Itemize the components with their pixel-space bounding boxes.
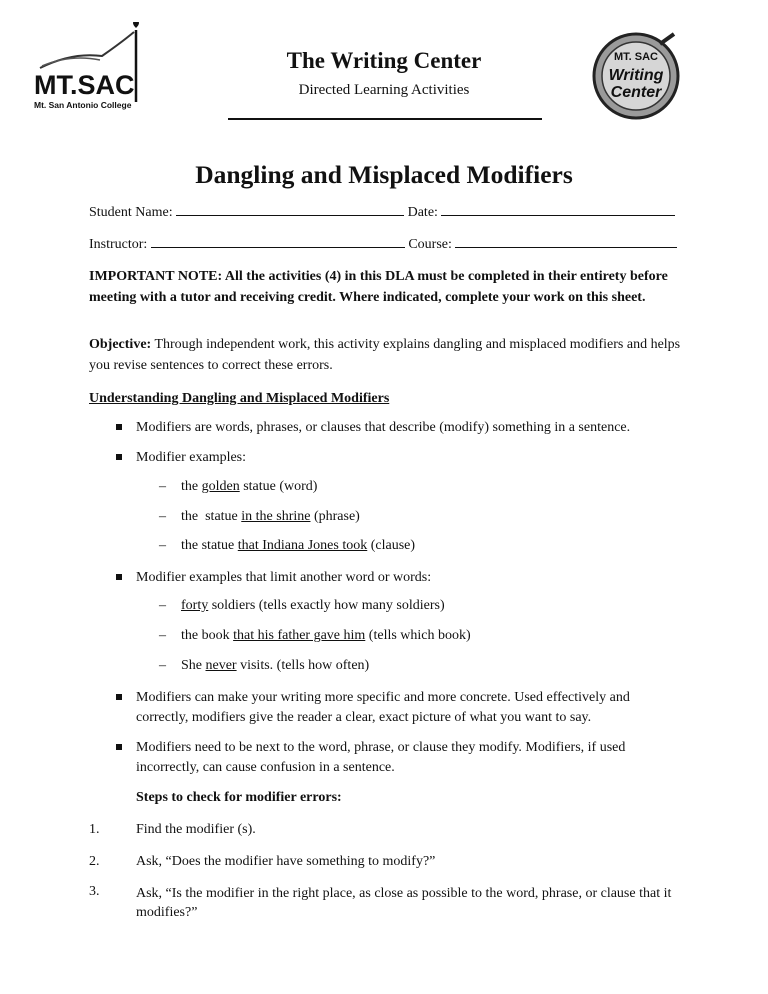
badge-top-text: MT. SAC bbox=[614, 51, 658, 63]
course-blank[interactable] bbox=[455, 234, 677, 248]
dash-icon: – bbox=[159, 538, 166, 553]
logo-left-text: MT.SAC bbox=[34, 70, 135, 100]
bullet-square-icon bbox=[116, 424, 122, 430]
example-item bbox=[159, 509, 360, 525]
example-pre: the statue bbox=[181, 538, 238, 553]
steps-heading: Steps to check for modifier errors: bbox=[136, 790, 342, 805]
important-note: IMPORTANT NOTE: All the activities (4) in this DLA must be completed in their entirety before meeting with a tutor and receiving credit. Where indicated, complete your work on this sheet. bbox=[89, 269, 668, 305]
logo-left-subtext: Mt. San Antonio College bbox=[34, 100, 132, 110]
example-modifier: in the shrine bbox=[241, 509, 311, 524]
bullet-square-icon bbox=[116, 454, 122, 460]
bullet-text: Modifiers need to be next to the word, phrase, or clause they modify. Modifiers, if used incorrectly, can cause confusion in a sentence. bbox=[136, 740, 626, 775]
dash-icon: – bbox=[159, 598, 166, 613]
example-item bbox=[159, 479, 318, 495]
header-title: The Writing Center bbox=[286, 48, 482, 73]
example-modifier: golden bbox=[201, 479, 240, 494]
instructor-label: Instructor: bbox=[89, 237, 148, 252]
example-pre: She bbox=[181, 658, 206, 673]
step-number: 3. bbox=[89, 884, 100, 899]
date-label: Date: bbox=[407, 205, 438, 220]
example-pre: the bbox=[181, 479, 202, 494]
bullet-item bbox=[136, 418, 696, 438]
section-heading: Understanding Dangling and Misplaced Modifiers bbox=[89, 391, 390, 406]
example-modifier: never bbox=[205, 658, 237, 673]
step-number: 2. bbox=[89, 854, 100, 869]
bullet-text: Modifier examples: bbox=[136, 450, 247, 465]
objective-text: Through independent work, this activity explains dangling and misplaced modifiers and helps you revise sentences to correct these errors. bbox=[89, 337, 681, 373]
writing-center-badge-icon bbox=[590, 30, 682, 122]
bullet-item bbox=[136, 448, 696, 468]
bullet-text: Modifiers are words, phrases, or clauses that describe (modify) something in a sentence. bbox=[136, 420, 631, 435]
example-post: visits. (tells how often) bbox=[236, 658, 370, 673]
bullet-square-icon bbox=[116, 694, 122, 700]
example-modifier: that Indiana Jones took bbox=[237, 538, 368, 553]
writing-center-logo bbox=[590, 30, 682, 122]
badge-line1: Writing bbox=[608, 67, 664, 84]
objective-label: Objective: bbox=[89, 337, 152, 352]
bullet-item bbox=[136, 568, 696, 588]
header-subtitle: Directed Learning Activities bbox=[298, 82, 470, 98]
bullet-square-icon bbox=[116, 574, 122, 580]
date-blank[interactable] bbox=[441, 202, 675, 216]
limit-example-item bbox=[159, 628, 471, 644]
step-text: Ask, “Is the modifier in the right place, as close as possible to the word, phrase, or clause that it modifies?” bbox=[136, 886, 672, 920]
limit-example-item bbox=[159, 598, 445, 614]
bullet-text: Modifiers can make your writing more specific and more concrete. Used effectively and correctly, modifiers give the reader a clear, exact picture of what you want to say. bbox=[136, 690, 630, 725]
bullet-item bbox=[136, 738, 676, 778]
instructor-field[interactable] bbox=[89, 234, 677, 253]
example-modifier: forty bbox=[181, 598, 209, 613]
course-label: Course: bbox=[408, 237, 452, 252]
objective-paragraph bbox=[89, 334, 689, 376]
step-text: Find the modifier (s). bbox=[136, 822, 256, 837]
dash-icon: – bbox=[159, 628, 166, 643]
badge-line2: Center bbox=[610, 84, 662, 101]
example-post: (clause) bbox=[367, 538, 416, 553]
student-name-blank[interactable] bbox=[176, 202, 404, 216]
limit-example-item bbox=[159, 658, 370, 674]
example-post: (tells which book) bbox=[365, 628, 471, 643]
dash-icon: – bbox=[159, 658, 166, 673]
dash-icon: – bbox=[159, 509, 166, 524]
step-number: 1. bbox=[89, 822, 100, 837]
example-modifier: that his father gave him bbox=[233, 628, 366, 643]
student-name-field[interactable] bbox=[89, 202, 675, 221]
example-pre: the book bbox=[181, 628, 234, 643]
bullet-square-icon bbox=[116, 744, 122, 750]
instructor-blank[interactable] bbox=[151, 234, 405, 248]
example-item bbox=[159, 538, 416, 554]
example-post: soldiers (tells exactly how many soldiers) bbox=[208, 598, 445, 613]
example-pre: the statue bbox=[181, 509, 242, 524]
example-post: (phrase) bbox=[310, 509, 360, 524]
bullet-item bbox=[136, 688, 676, 728]
example-post: statue (word) bbox=[239, 479, 318, 494]
dash-icon: – bbox=[159, 479, 166, 494]
student-name-label: Student Name: bbox=[89, 205, 173, 220]
step-text: Ask, “Does the modifier have something to modify?” bbox=[136, 854, 436, 869]
document-title: Dangling and Misplaced Modifiers bbox=[195, 160, 573, 189]
header-divider bbox=[228, 118, 542, 120]
bullet-text: Modifier examples that limit another word or words: bbox=[136, 570, 432, 585]
